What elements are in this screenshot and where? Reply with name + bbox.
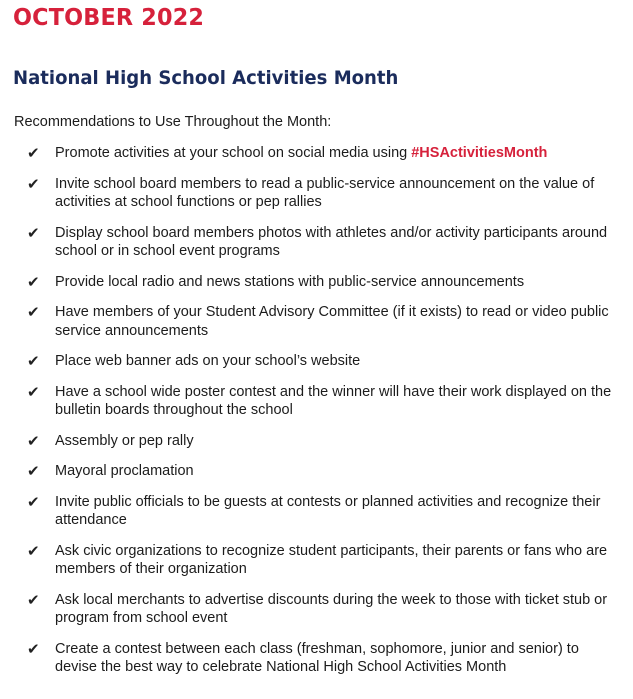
list-item-text: Provide local radio and news stations with public-service announcements (55, 273, 525, 290)
checkmark-icon: ✔ (27, 590, 40, 609)
checkmark-icon: ✔ (27, 174, 40, 193)
intro-text: Recommendations to Use Throughout the Month: (14, 114, 332, 130)
list-item (0, 493, 633, 530)
list-item (0, 352, 633, 371)
list-item (0, 462, 633, 481)
checkmark-icon: ✔ (27, 303, 40, 321)
list-item (0, 273, 633, 292)
list-item-text: Place web banner ads on your school’s website (55, 353, 361, 369)
list-item (0, 175, 633, 212)
month-heading: OCTOBER 2022 (13, 5, 205, 31)
checkmark-icon: ✔ (27, 541, 40, 560)
list-item-text: Display school board members photos with athletes and/or activity participants around school or in school event programs (55, 224, 608, 259)
checkmark-icon: ✔ (27, 462, 40, 480)
list-item (0, 224, 633, 261)
list-item-text: Assembly or pep rally (55, 432, 194, 449)
list-item (0, 383, 633, 420)
list-item (0, 432, 633, 451)
list-item-text: Promote activities at your school on social media using (55, 145, 412, 161)
checkmark-icon: ✔ (27, 431, 40, 450)
list-item-text: Ask civic organizations to recognize student participants, their parents or fans who are members of their organization (55, 542, 608, 577)
list-item (0, 542, 633, 579)
list-item-text: Have a school wide poster contest and the winner will have their work displayed on the bulletin boards throughout the school (55, 383, 612, 418)
page-title: National High School Activities Month (13, 67, 399, 89)
checkmark-icon: ✔ (27, 144, 40, 162)
checkmark-icon: ✔ (27, 272, 40, 291)
list-item (0, 144, 633, 163)
recommendations-list (0, 144, 633, 689)
list-item-text: Invite school board members to read a public-service announcement on the value of activities at school functions or pep rallies (55, 175, 595, 210)
checkmark-icon: ✔ (27, 639, 40, 658)
list-item (0, 640, 633, 677)
list-item (0, 591, 633, 628)
list-item-text: Create a contest between each class (freshman, sophomore, junior and senior) to devise the best way to celebrate National High School Activities Month (55, 640, 579, 675)
checkmark-icon: ✔ (27, 352, 40, 370)
list-item-text: Invite public officials to be guests at contests or planned activities and recognize their attendance (55, 493, 601, 528)
checkmark-icon: ✔ (27, 223, 40, 242)
hashtag-link[interactable]: #HSActivitiesMonth (411, 145, 548, 161)
list-item-text: Mayoral proclamation (55, 463, 194, 479)
list-item-text: Ask local merchants to advertise discounts during the week to those with ticket stub or program from school event (55, 591, 608, 626)
list-item-text: Have members of your Student Advisory Committee (if it exists) to read or video public service announcements (55, 304, 609, 339)
checkmark-icon: ✔ (27, 492, 40, 511)
list-item (0, 303, 633, 340)
checkmark-icon: ✔ (27, 382, 40, 401)
